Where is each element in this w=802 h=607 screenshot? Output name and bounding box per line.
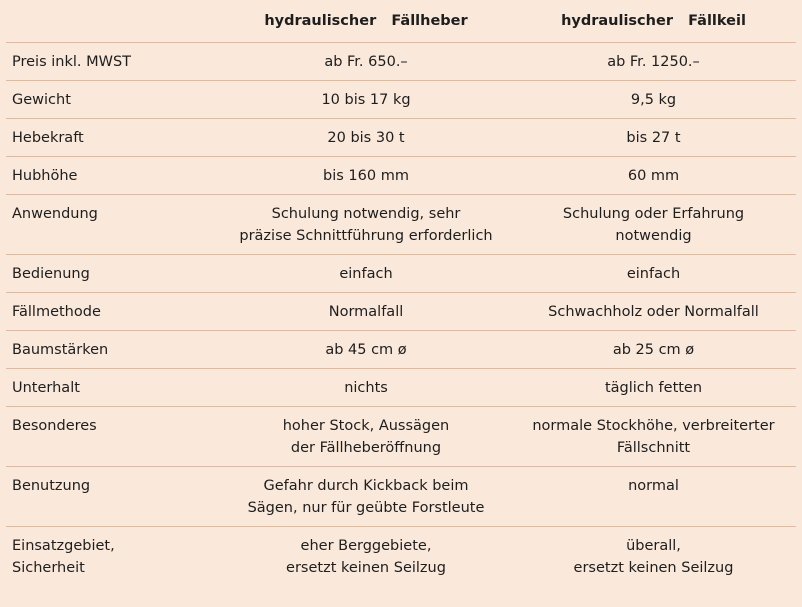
row-label: Unterhalt [12,380,80,396]
cell-faellheber: Schulung notwendig, sehr präzise Schnittführung erforderlich [239,206,493,244]
table-row [6,331,796,369]
row-label: Hubhöhe [12,168,78,184]
cell-faellheber: eher Berggebiete, ersetzt keinen Seilzug [286,538,446,576]
table-row [6,43,796,81]
cell-faellkeil: 60 mm [627,168,680,184]
cell-faellkeil: normale Stockhöhe, verbreiterter Fällschnitt [532,418,775,456]
cell-faellkeil: 9,5 kg [630,92,677,108]
cell-faellheber: 10 bis 17 kg [321,92,411,108]
row-label: Preis inkl. MWST [12,54,132,70]
row-label: Einsatzgebiet, Sicherheit [12,538,115,576]
cell-faellkeil: normal [628,478,679,494]
table-row [6,255,796,293]
row-label: Baumstärken [12,342,109,358]
row-label: Benutzung [12,478,91,494]
cell-faellkeil: täglich fetten [604,380,703,396]
cell-faellkeil: ab Fr. 1250.– [607,54,700,70]
cell-faellheber: einfach [339,266,393,282]
cell-faellheber: Gefahr durch Kickback beim Sägen, nur für geübte Forstleute [247,478,485,516]
cell-faellkeil: Schwachholz oder Normalfall [548,304,759,320]
cell-faellkeil: ab 25 cm ø [612,342,695,358]
table-row [6,293,796,331]
cell-faellkeil: einfach [626,266,681,282]
row-label: Fällmethode [12,304,101,320]
table-row [6,119,796,157]
cell-faellheber: ab Fr. 650.– [324,54,408,70]
cell-faellheber: Normalfall [328,304,404,320]
cell-faellkeil: Schulung oder Erfahrung notwendig [562,206,745,244]
row-label: Besonderes [12,418,97,434]
cell-faellheber: bis 160 mm [323,168,409,184]
table-row [6,81,796,119]
table-row [6,157,796,195]
table-row [6,527,796,586]
cell-faellheber: nichts [344,380,388,396]
cell-faellkeil: überall, ersetzt keinen Seilzug [573,538,734,576]
header-faellkeil: hydraulischer Fällkeil [561,13,746,29]
cell-faellheber: 20 bis 30 t [327,130,405,146]
table-row [6,195,796,255]
table-row [6,369,796,407]
table-row [6,467,796,527]
cell-faellheber: ab 45 cm ø [325,342,407,358]
row-label: Gewicht [12,92,71,108]
row-label: Hebekraft [12,130,84,146]
table-header [6,0,796,43]
header-faellheber: hydraulischer Fällheber [264,13,468,29]
row-label: Bedienung [12,266,90,282]
table-row [6,407,796,467]
cell-faellheber: hoher Stock, Aussägen der Fällheberöffnung [282,418,450,456]
cell-faellkeil: bis 27 t [626,130,681,146]
row-label: Anwendung [12,206,98,222]
